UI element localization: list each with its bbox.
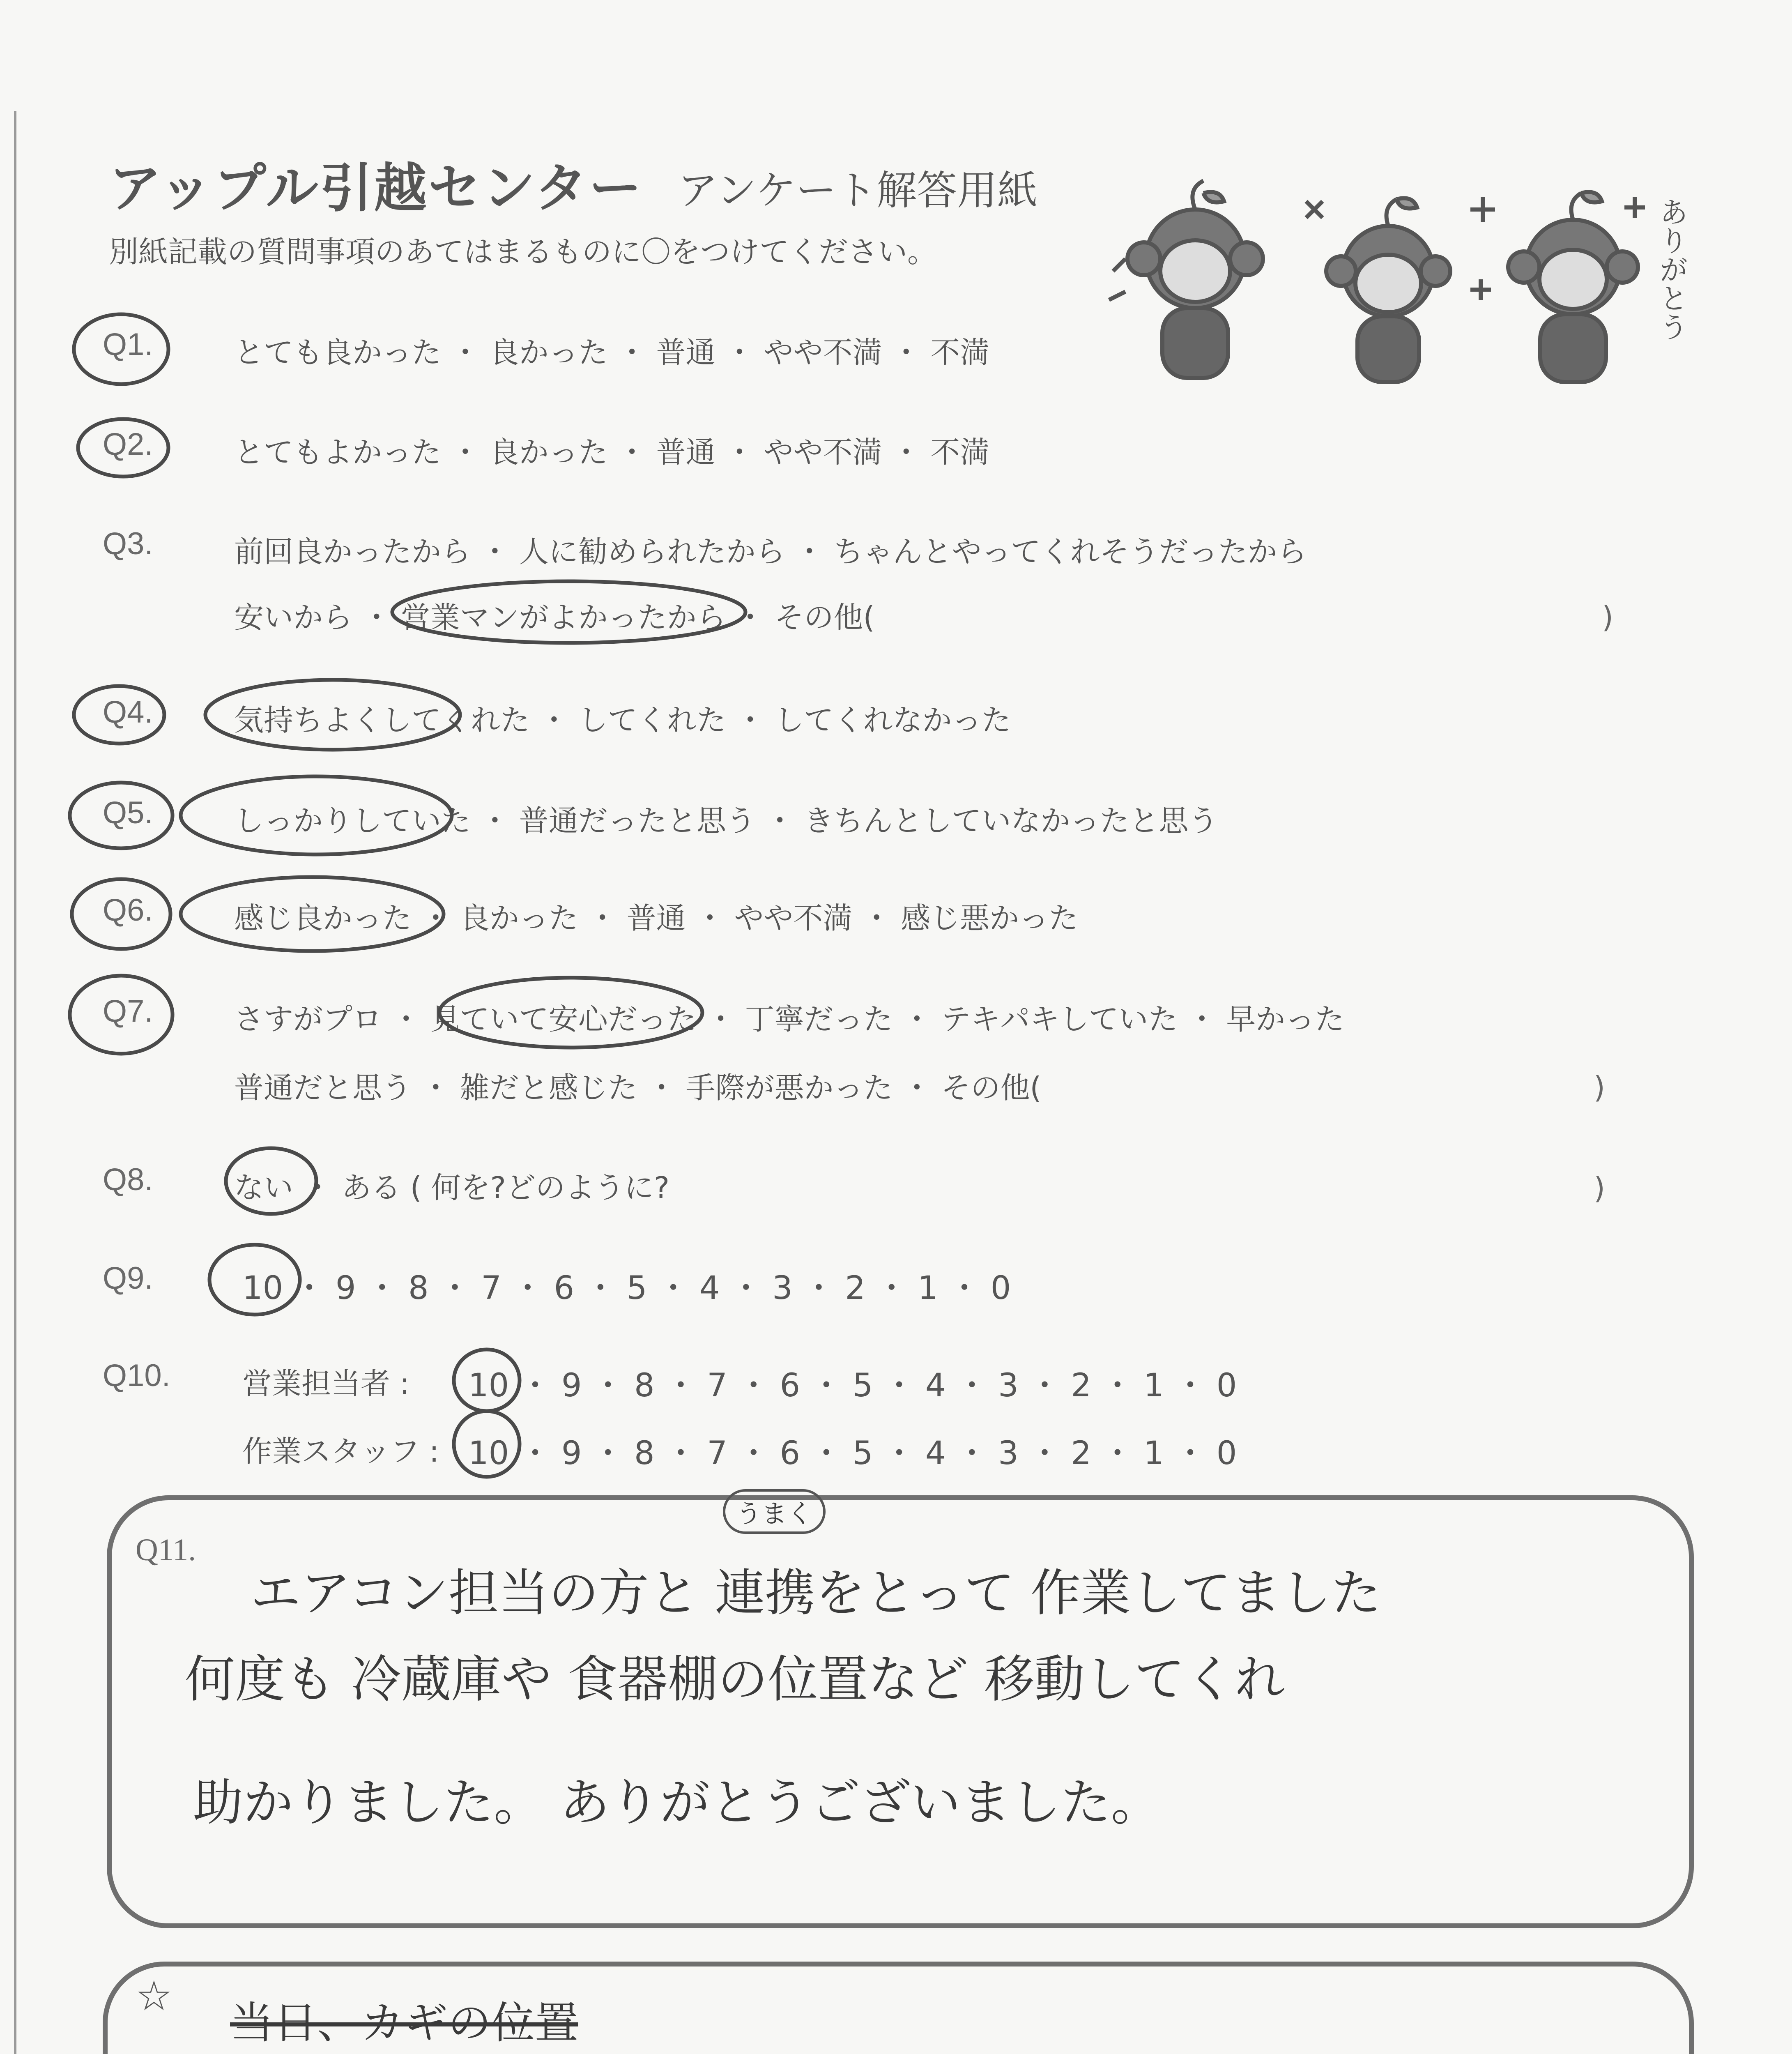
circle-q4 [74,686,164,744]
q9-scale: 10 ・ 9 ・ 8 ・ 7 ・ 6 ・ 5 ・ 4 ・ 3 ・ 2 ・ 1 ・ 0 [242,1270,1011,1307]
circle-q3-sales [392,581,745,643]
q2-label: Q2. [103,427,153,462]
q4-options: 気持ちよくしてくれた ・ してくれた ・ してくれなかった [234,703,1011,737]
q1-options: とても良かった ・ 良かった ・ 普通 ・ やや不満 ・ 不満 [234,335,990,370]
star-icon: ☆ [136,1972,173,2020]
circle-q9 [209,1245,300,1315]
q10-staff-label: 作業スタッフ : [242,1434,439,1469]
q3-options-line2: 安いから ・ 営業マンがよかったから ・ その他( [234,600,875,635]
q8-close-paren: ) [1594,1171,1606,1205]
q8-options: ない ・ ある ( 何を?どのように? [234,1170,670,1205]
q3-close-paren: ) [1602,600,1614,634]
q1-label: Q1. [103,327,153,362]
q7-close-paren: ) [1594,1070,1606,1105]
q6-options: 感じ良かった ・ 良かった ・ 普通 ・ やや不満 ・ 感じ悪かった [234,901,1079,935]
circle-q6-answer [181,877,444,951]
circle-q1 [74,314,168,384]
circle-q2 [78,419,168,477]
form-subtitle: アンケート解答用紙 [678,167,1038,214]
circle-q5 [70,783,173,848]
star-struck-text: 当日、カギの位置 [230,1998,578,2048]
circle-q7-answer [439,978,702,1048]
q2-options: とてもよかった ・ 良かった ・ 普通 ・ やや不満 ・ 不満 [234,435,990,470]
circle-q10-sales [454,1349,520,1411]
q6-label: Q6. [103,893,153,928]
q5-options: しっかりしていた ・ 普通だったと思う ・ きちんとしていなかったと思う [234,804,1218,838]
company-title: アップル引越センター [109,158,643,219]
q11-line-3: 助かりました。 ありがとうございました。 [193,1773,1161,1832]
q7-label: Q7. [103,994,153,1029]
q11-line-2: 何度も 冷蔵庫や 食器棚の位置など 移動してくれ [185,1650,1285,1709]
q4-label: Q4. [103,695,153,730]
q5-label: Q5. [103,795,153,830]
q9-label: Q9. [103,1261,153,1296]
circle-q7 [70,976,173,1054]
q8-label: Q8. [103,1162,153,1197]
q10-sales-scale: 10 ・ 9 ・ 8 ・ 7 ・ 6 ・ 5 ・ 4 ・ 3 ・ 2 ・ 1 ・ 0 [468,1367,1237,1404]
circle-q8 [226,1148,316,1214]
q3-options-line1: 前回良かったから ・ 人に勧められたから ・ ちゃんとやってくれそうだったから [234,534,1307,569]
instruction-text: 別紙記載の質問事項のあてはまるものに〇をつけてください。 [109,235,937,269]
circle-q5-answer [181,776,452,854]
q10-sales-label: 営業担当者 : [242,1366,410,1401]
q11-line-1: エアコン担当の方と 連携をとって 作業してました [251,1564,1382,1622]
circle-q6 [72,879,170,949]
mascot-caption: ありがとう [1655,197,1688,341]
q11-label: Q11. [136,1533,196,1567]
q10-staff-scale: 10 ・ 9 ・ 8 ・ 7 ・ 6 ・ 5 ・ 4 ・ 3 ・ 2 ・ 1 ・ 0 [468,1435,1237,1472]
q7-options-line1: さすがプロ ・ 見ていて安心だった ・ 丁寧だった ・ テキパキしていた ・ 早かった [234,1002,1345,1036]
q11-insert-note: うまく [723,1489,826,1534]
q10-label: Q10. [103,1358,170,1393]
circle-q4-answer [205,680,460,750]
circle-q10-staff [454,1411,520,1477]
q3-label: Q3. [103,526,153,561]
q7-options-line2: 普通だと思う ・ 雑だと感じた ・ 手際が悪かった ・ その他( [234,1071,1042,1105]
